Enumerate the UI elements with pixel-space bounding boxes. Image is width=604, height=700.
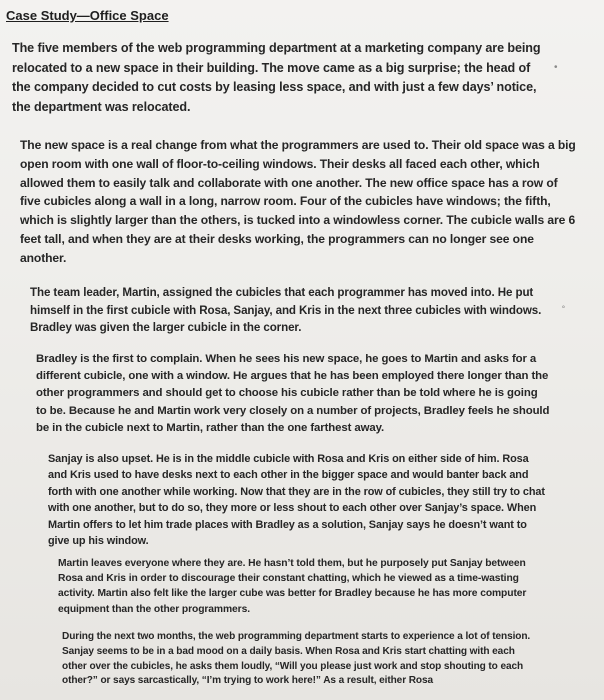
- pencil-mark-icon: ˚: [562, 306, 566, 317]
- paragraph-sanjay-upset: Sanjay is also upset. He is in the middle cubicle with Rosa and Kris on either side of him. Rosa and Kris used to have desks next to each other in the bigger space and would banter back and forth with one another while working. Now that they are in the row of cubicles, they still try to chat with one another, but to do so, they more or less shout to each other over Sanjay’s space. When Martin offers to let him trade places with Bradley as a solution, Sanjay says he doesn’t want to give up his window.: [48, 453, 545, 548]
- paragraph-relocation: The five members of the web programming department at a marketing company are being relocated to a new space in their building. The move came as a big surprise; the head of the company decided to cut costs by leasing less space, and with just a few days’ notice, the department was relocated.: [12, 41, 541, 114]
- paragraph-new-space: The new space is a real change from what the programmers are used to. Their old space was a big open room with one wall of floor-to-ceiling windows. Their desks all faced each other, which allowed them to easily talk and collaborate with one another. The new office space has a row of five cubicles along a wall in a long, narrow room. Four of the cubicles have windows; the fifth, which is slightly larger than the others, is tucked into a windowless corner. The cubicle walls are 6 feet tall, and when they are at their desks working, the programmers can no longer see one another.: [20, 138, 576, 265]
- paragraph-martin-decision: Martin leaves everyone where they are. He hasn’t told them, but he purposely put Sanjay between Rosa and Kris in order to discourage their constant chatting, which he viewed as a time-wasting activity. Martin also felt like the larger cube was better for Bradley because he has more computer equipment than the other programmers.: [58, 558, 527, 615]
- case-study-title: Case Study—Office Space: [6, 8, 169, 23]
- paragraph-bradley-complaint: Bradley is the first to complain. When he sees his new space, he goes to Martin and asks for a different cubicle, one with a window. He argues that he has been employed there longer than the other programmers and should get to choose his cubicle rather than be told where he is going to be. Because he and Martin work very closely on a number of projects, Bradley feels he should be in the cubicle next to Martin, rather than the one farthest away.: [36, 353, 550, 434]
- paragraph-cubicle-assignment: The team leader, Martin, assigned the cubicles that each programmer has moved into. He put himself in the first cubicle with Rosa, Sanjay, and Kris in the next three cubicles with windows. Bradley was given the larger cubicle in the corner.: [30, 286, 542, 335]
- pencil-mark-icon: •: [554, 62, 558, 73]
- paragraph-tension: During the next two months, the web programming department starts to experience a lot of tension. Sanjay seems to be in a bad mood on a daily basis. When Rosa and Kris start chatting with each other over the cubicles, he asks them loudly, “Will you please just work and stop shouting to each other?” or says sarcastically, “I’m trying to work here!” As a result, either Rosa: [62, 631, 531, 687]
